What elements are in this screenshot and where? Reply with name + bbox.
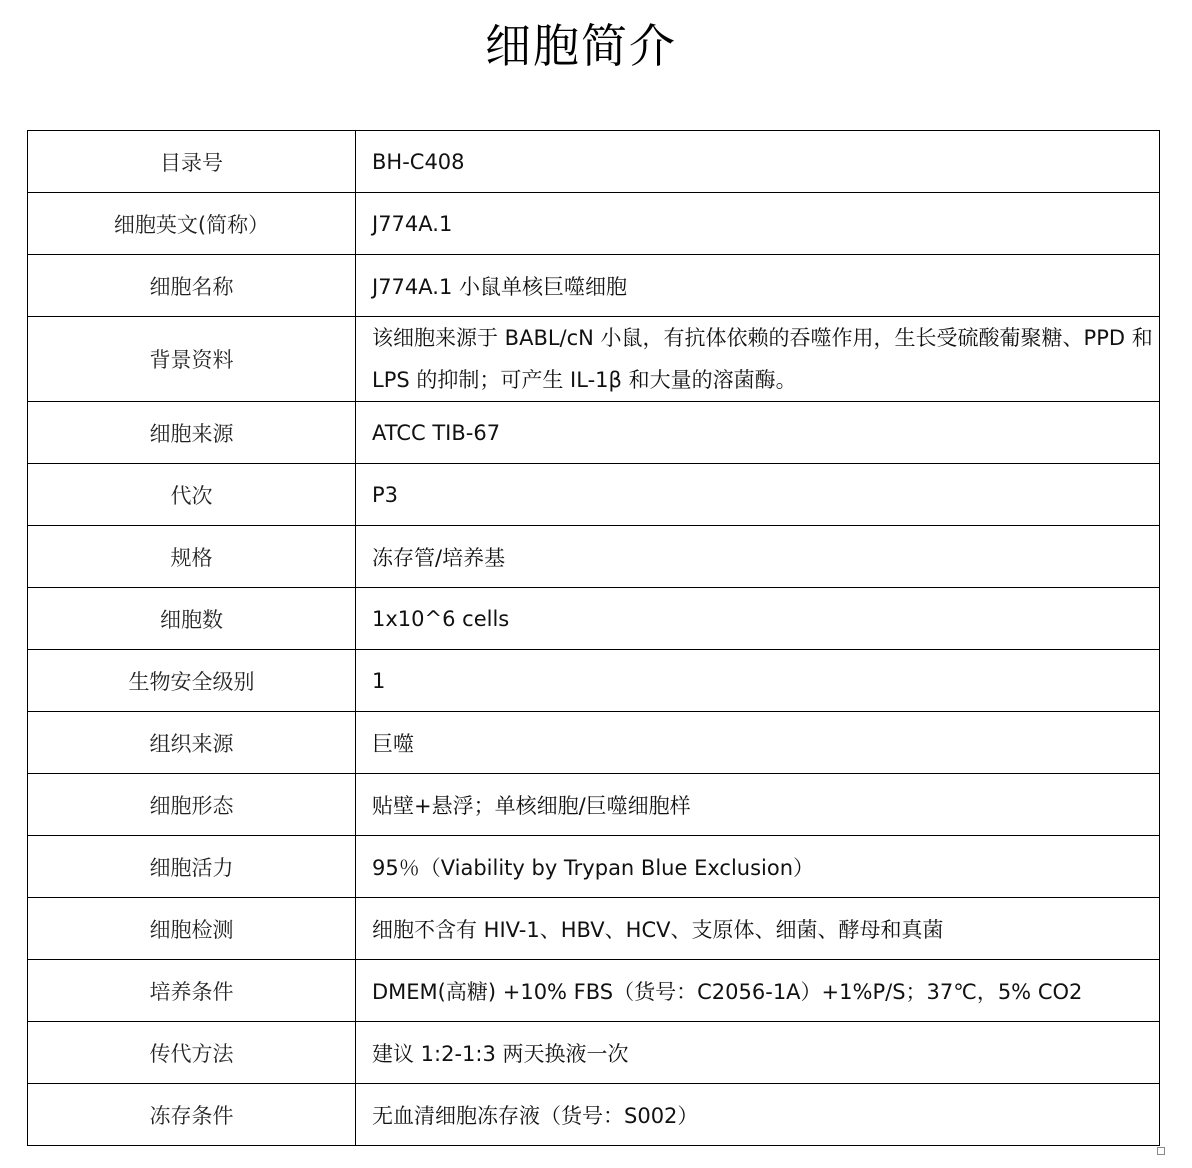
table-row [28, 317, 1160, 402]
table-row [28, 131, 1160, 193]
row-value-culture-conditions: DMEM(高糖) +10% FBS（货号：C2056-1A）+1%P/S；37℃，5% CO2 [356, 960, 1160, 1022]
row-label-biosafety-level: 生物安全级别 [28, 650, 356, 712]
table-row [28, 1084, 1160, 1146]
row-label-passage: 代次 [28, 464, 356, 526]
table-row [28, 960, 1160, 1022]
row-value-subculture-method: 建议 1:2-1:3 两天换液一次 [356, 1022, 1160, 1084]
row-label-cell-source: 细胞来源 [28, 402, 356, 464]
row-value-cell-source: ATCC TIB-67 [356, 402, 1160, 464]
table-row [28, 774, 1160, 836]
table-row [28, 588, 1160, 650]
table-row [28, 650, 1160, 712]
row-value-background: 该细胞来源于 BABL/cN 小鼠，有抗体依赖的吞噬作用，生长受硫酸葡聚糖、PPD 和 LPS 的抑制；可产生 IL-1β 和大量的溶菌酶。 [356, 317, 1160, 402]
row-label-catalog-number: 目录号 [28, 131, 356, 193]
row-value-viability: 95％（Viability by Trypan Blue Exclusion） [356, 836, 1160, 898]
row-label-tissue-source: 组织来源 [28, 712, 356, 774]
table-row [28, 526, 1160, 588]
table-row [28, 255, 1160, 317]
table-resize-handle[interactable] [1157, 1147, 1165, 1155]
row-label-specification: 规格 [28, 526, 356, 588]
row-label-cryopreservation: 冻存条件 [28, 1084, 356, 1146]
table-row [28, 1022, 1160, 1084]
table-row [28, 836, 1160, 898]
row-label-cell-name: 细胞名称 [28, 255, 356, 317]
row-value-cell-name: J774A.1 小鼠单核巨噬细胞 [356, 255, 1160, 317]
row-label-cell-count: 细胞数 [28, 588, 356, 650]
row-label-culture-conditions: 培养条件 [28, 960, 356, 1022]
row-label-background: 背景资料 [28, 317, 356, 402]
row-value-testing: 细胞不含有 HIV-1、HBV、HCV、支原体、细菌、酵母和真菌 [356, 898, 1160, 960]
page-title: 细胞简介 [485, 19, 677, 73]
row-value-cryopreservation: 无血清细胞冻存液（货号：S002） [356, 1084, 1160, 1146]
table-row [28, 898, 1160, 960]
row-value-passage: P3 [356, 464, 1160, 526]
row-value-morphology: 贴壁+悬浮；单核细胞/巨噬细胞样 [356, 774, 1160, 836]
cell-info-table [27, 130, 1160, 1146]
row-value-biosafety-level: 1 [356, 650, 1160, 712]
row-label-english-name: 细胞英文(简称） [28, 193, 356, 255]
table-row [28, 402, 1160, 464]
table-row [28, 464, 1160, 526]
row-label-viability: 细胞活力 [28, 836, 356, 898]
row-value-cell-count: 1x10^6 cells [356, 588, 1160, 650]
row-value-specification: 冻存管/培养基 [356, 526, 1160, 588]
row-value-tissue-source: 巨噬 [356, 712, 1160, 774]
row-label-testing: 细胞检测 [28, 898, 356, 960]
row-value-catalog-number: BH-C408 [356, 131, 1160, 193]
row-label-subculture-method: 传代方法 [28, 1022, 356, 1084]
row-value-english-name: J774A.1 [356, 193, 1160, 255]
row-label-morphology: 细胞形态 [28, 774, 356, 836]
table-row [28, 712, 1160, 774]
table-row [28, 193, 1160, 255]
